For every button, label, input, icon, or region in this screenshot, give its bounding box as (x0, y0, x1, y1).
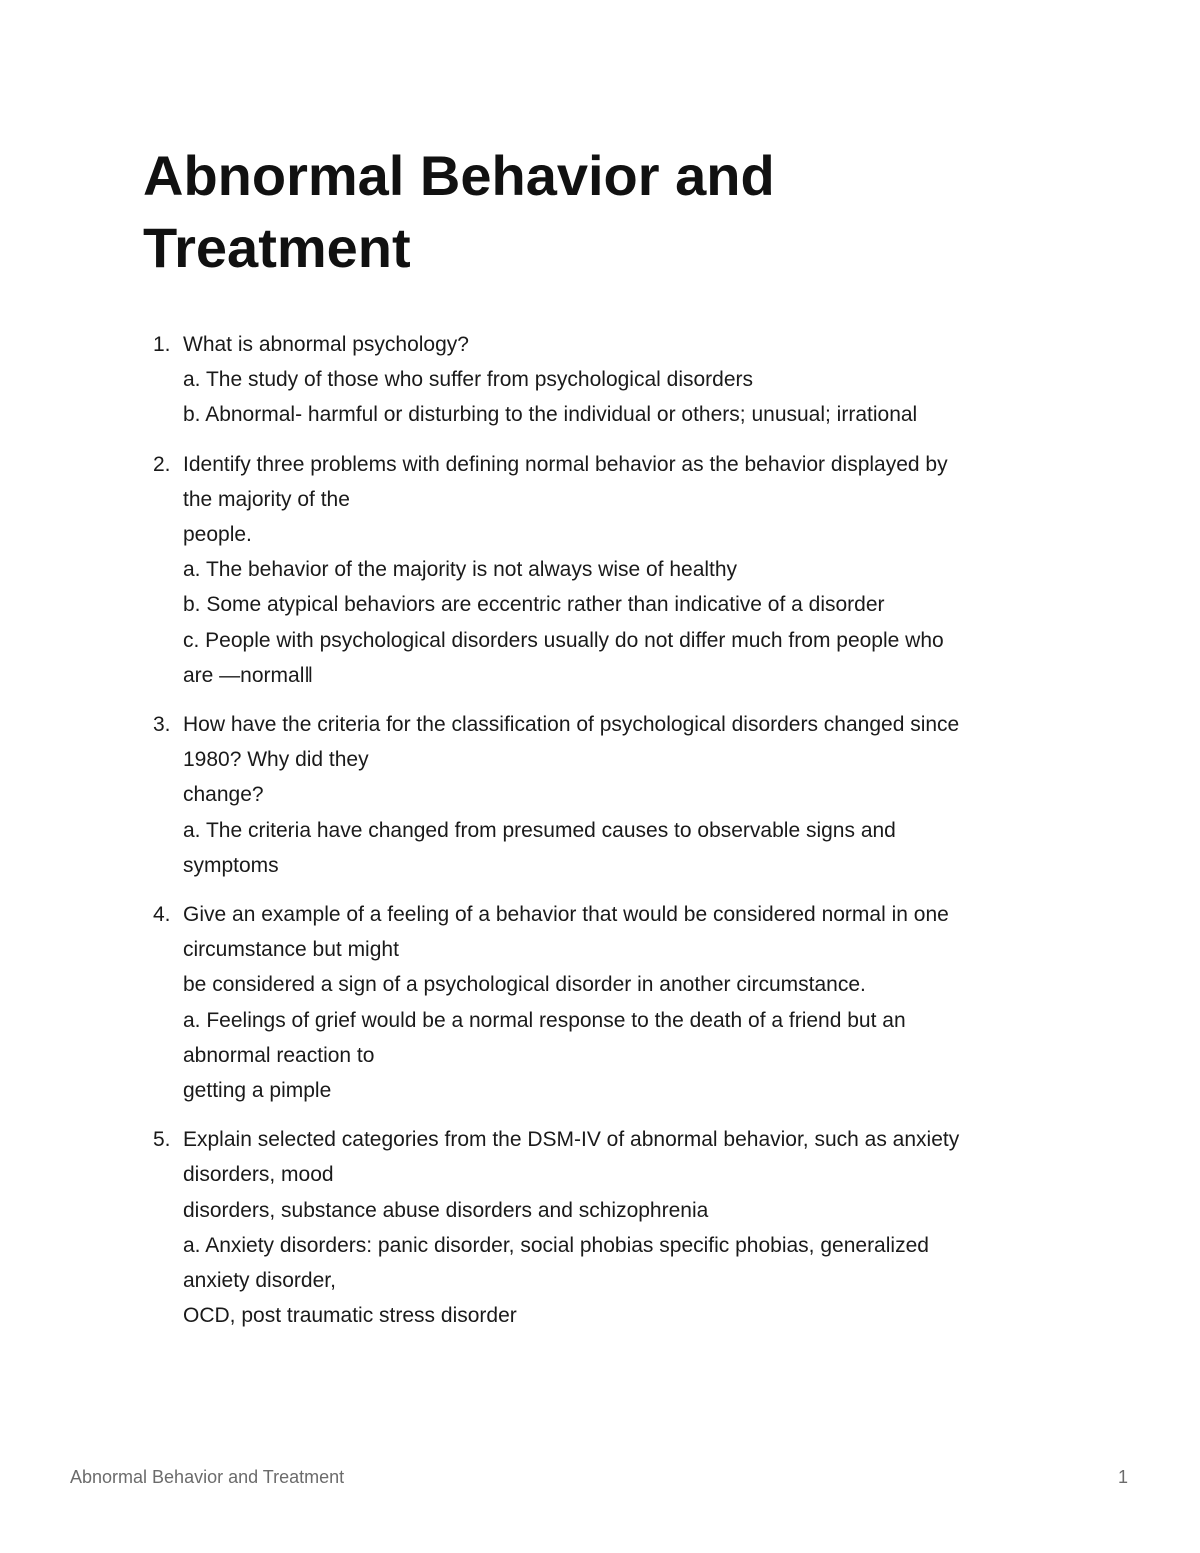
question-item-3 (143, 707, 1063, 883)
question-number: 2. (153, 452, 171, 476)
question-text: How have the criteria for the classification of psychological disorders changed since (183, 713, 960, 737)
answer-line: OCD, post traumatic stress disorder (183, 1304, 517, 1328)
question-list (143, 327, 1063, 1347)
answer-line: a. The study of those who suffer from psychological disorders (183, 368, 754, 392)
answer-line: c. People with psychological disorders usually do not differ much from people who (183, 628, 944, 652)
page-number: 1 (1117, 1467, 1128, 1487)
question-text: disorders, mood (183, 1163, 334, 1187)
question-text: Identify three problems with defining normal behavior as the behavior displayed by (183, 452, 948, 476)
page-title (143, 140, 1063, 284)
question-text: disorders, substance abuse disorders and schizophrenia (183, 1198, 709, 1222)
question-item-5 (143, 1122, 1063, 1333)
question-item-1 (143, 327, 1063, 433)
question-text: change? (183, 783, 264, 807)
question-text: What is abnormal psychology? (183, 333, 469, 356)
question-text: 1980? Why did they (183, 748, 369, 772)
answer-line: a. The criteria have changed from presumed causes to observable signs and (183, 818, 896, 842)
question-text: be considered a sign of a psychological disorder in another circumstance. (183, 973, 866, 997)
footer-title: Abnormal Behavior and Treatment (70, 1467, 345, 1487)
question-number: 4. (153, 903, 171, 927)
question-text: circumstance but might (183, 938, 399, 962)
answer-line: a. Anxiety disorders: panic disorder, social phobias specific phobias, generalized (183, 1233, 929, 1257)
question-number: 1. (153, 333, 171, 356)
answer-line: getting a pimple (183, 1079, 332, 1103)
question-text: people. (183, 523, 252, 547)
answer-line: symptoms (183, 853, 279, 877)
title-line-1: Abnormal Behavior and (143, 144, 775, 207)
answer-line: b. Some atypical behaviors are eccentric rather than indicative of a disorder (183, 593, 885, 617)
question-text: Give an example of a feeling of a behavior that would be considered normal in one (183, 903, 949, 927)
answer-line: a. Feelings of grief would be a normal response to the death of a friend but an (183, 1008, 906, 1032)
answer-line: anxiety disorder, (183, 1269, 336, 1293)
question-text: the majority of the (183, 487, 350, 511)
question-number: 3. (153, 713, 171, 737)
answer-line: are —normal‖ (183, 663, 314, 687)
answer-line: abnormal reaction to (183, 1043, 375, 1067)
question-item-4 (143, 897, 1063, 1108)
title-line-2: Treatment (143, 216, 411, 279)
question-text: Explain selected categories from the DSM-IV of abnormal behavior, such as anxiety (183, 1128, 960, 1152)
question-number: 5. (153, 1128, 171, 1152)
answer-line: a. The behavior of the majority is not always wise of healthy (183, 558, 738, 582)
answer-line: b. Abnormal- harmful or disturbing to the individual or others; unusual; irrational (183, 403, 918, 427)
question-item-2 (143, 447, 1063, 693)
